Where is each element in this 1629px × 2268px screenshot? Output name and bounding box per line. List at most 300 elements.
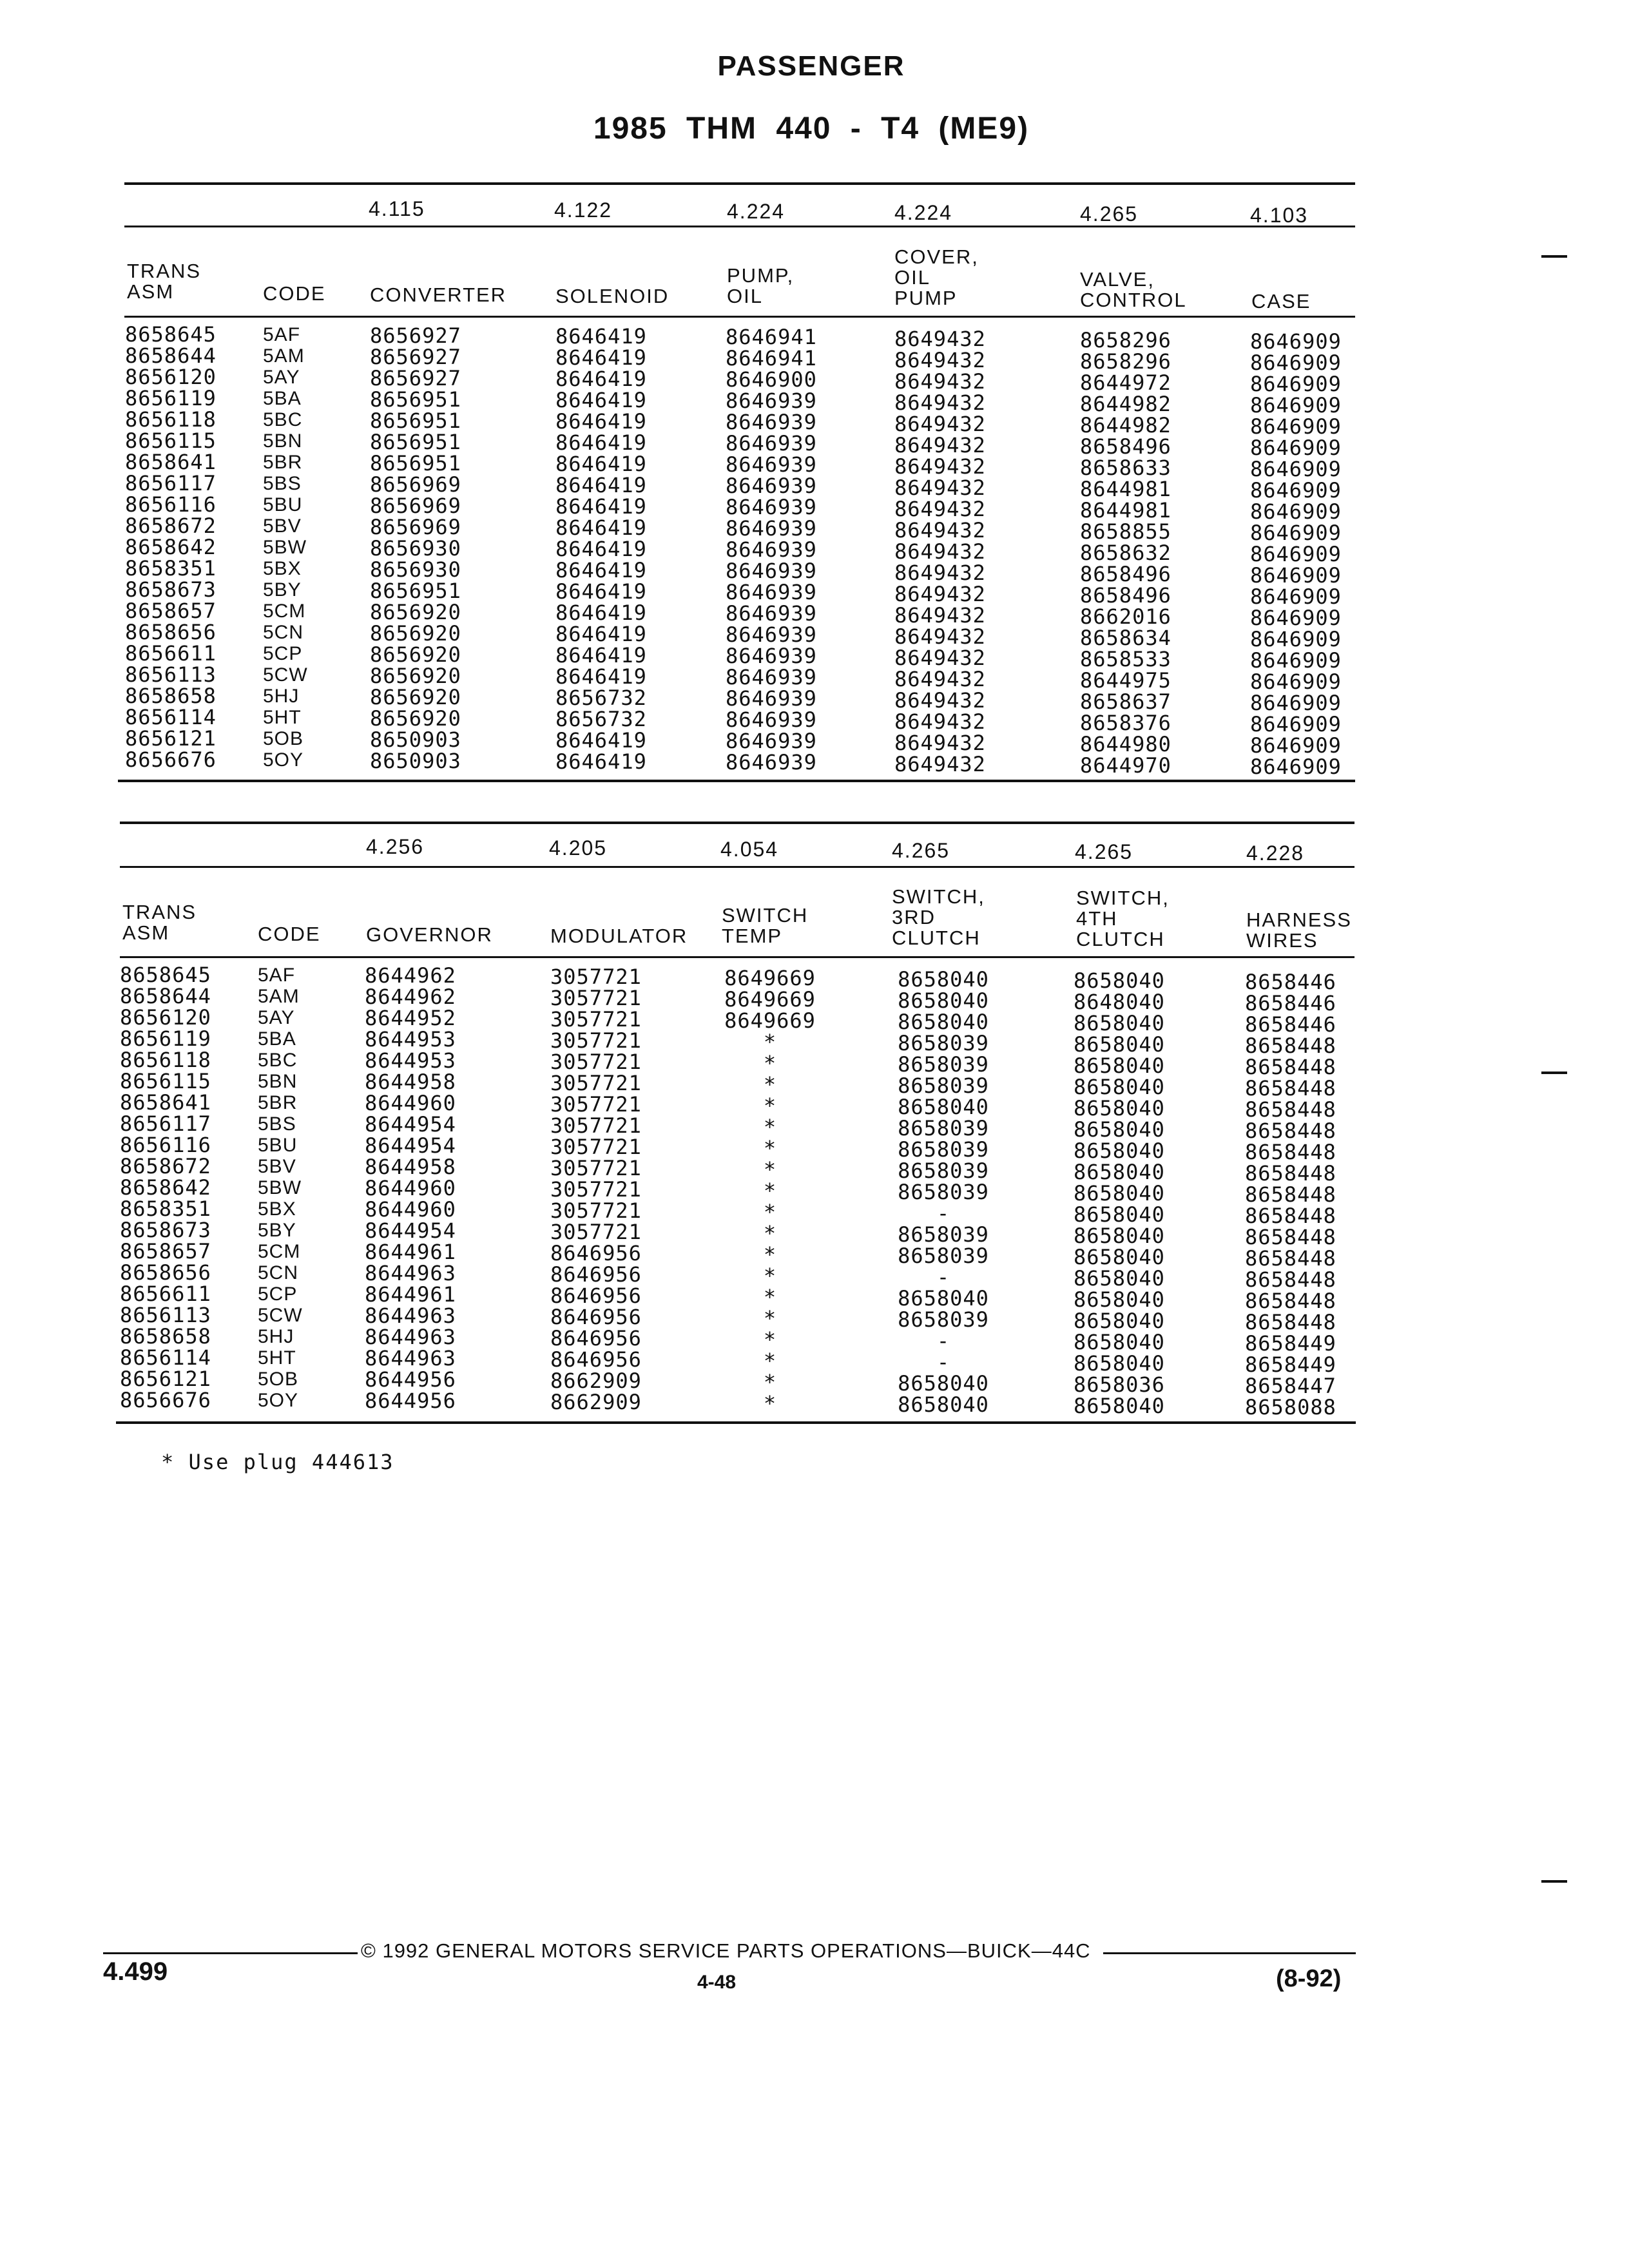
table-cell: 8658645 (125, 322, 217, 347)
table-cell: 8644954 (365, 1218, 456, 1243)
table-cell: * (763, 1242, 777, 1267)
table-cell: 8658039 (898, 1158, 989, 1183)
table-cell: 8644960 (365, 1176, 456, 1200)
table-cell: 5CW (263, 664, 308, 686)
table-cell: 8658448 (1245, 1140, 1336, 1164)
table-cell: 8658039 (898, 1116, 989, 1140)
table-cell: * (763, 1030, 777, 1054)
table1-section-rule (124, 226, 1355, 227)
table-cell: 8646909 (1250, 393, 1342, 418)
table-cell: 8646909 (1250, 648, 1342, 673)
table-cell: 8649432 (894, 603, 986, 628)
table-cell: 8646939 (726, 474, 817, 498)
table-cell: 8656115 (120, 1069, 211, 1093)
table-cell: 5OB (263, 728, 304, 749)
table1-col-case (1250, 331, 1342, 778)
table-cell: 8658641 (125, 450, 217, 474)
table-cell: 8656113 (125, 662, 217, 687)
table1-col-cover-oil-pump (894, 329, 986, 775)
footnote: * Use plug 444613 (161, 1450, 394, 1474)
table-cell: 5CN (263, 622, 304, 643)
table1-section-solenoid: 4.122 (554, 198, 613, 222)
table2-header-harness-wires: HARNESS WIRES (1246, 908, 1352, 952)
table2-section-switch-temp: 4.054 (720, 838, 779, 861)
table-cell: 8658496 (1080, 583, 1171, 608)
table-cell: 8646419 (555, 345, 647, 370)
table-cell: 8656119 (125, 386, 217, 410)
table-cell: 8658040 (1074, 1351, 1165, 1376)
table2-header-rule (120, 956, 1354, 958)
table-cell: 5BA (263, 388, 302, 409)
table2-section-rule (120, 866, 1354, 868)
table-cell: 3057721 (550, 1135, 642, 1159)
table-cell: 5BU (258, 1135, 298, 1156)
table-cell: 8658040 (1074, 1287, 1165, 1312)
table-cell: 8658448 (1245, 1182, 1336, 1207)
table-cell: * (763, 1370, 777, 1394)
table-cell: 8658448 (1245, 1225, 1336, 1249)
table-cell: 8656951 (370, 408, 461, 433)
table-cell: 8644953 (365, 1027, 456, 1052)
table-cell: 8646419 (555, 749, 647, 774)
table-cell: 5BC (258, 1050, 298, 1071)
table-cell: * (763, 1285, 777, 1309)
table-cell: 5CP (258, 1283, 298, 1305)
table-cell: 8646941 (726, 346, 817, 370)
table-cell: 8658644 (125, 343, 217, 368)
table-cell: 8644958 (365, 1070, 456, 1094)
table-cell: 8658040 (1074, 1394, 1165, 1418)
table-cell: 8644970 (1080, 753, 1171, 778)
table-cell: 8658642 (125, 535, 217, 559)
table-cell: 8658656 (120, 1260, 211, 1285)
table-cell: 8658040 (1074, 1309, 1165, 1333)
table-cell: 8646419 (555, 515, 647, 540)
table-cell: 5BY (263, 579, 302, 601)
table-cell: 8644954 (365, 1112, 456, 1137)
table-cell: 8658040 (1074, 1224, 1165, 1248)
table-cell: 8646956 (550, 1262, 642, 1287)
table-cell: 8646909 (1250, 584, 1342, 609)
table-cell: 5AM (258, 986, 300, 1007)
table1-col-pump-oil (726, 327, 817, 773)
table-cell: 8658633 (1080, 456, 1171, 480)
table-cell: 8658039 (898, 1180, 989, 1204)
table-cell: - (936, 1265, 950, 1289)
table-cell: 8644956 (365, 1367, 456, 1392)
table-cell: 8646419 (555, 452, 647, 476)
table1-header-rule (124, 316, 1355, 318)
table-cell: 8658658 (120, 1324, 211, 1349)
footer-rule-left (103, 1952, 358, 1954)
table-cell: 5OB (258, 1369, 299, 1390)
table-cell: 8649432 (894, 327, 986, 351)
table-cell: 8658040 (1074, 1245, 1165, 1269)
table-cell: 8646909 (1250, 351, 1342, 375)
table-cell: 8656121 (120, 1367, 211, 1391)
table-cell: 8646909 (1250, 414, 1342, 439)
table-cell: * (763, 1136, 777, 1160)
table-cell: * (763, 1178, 777, 1203)
table-cell: 8644961 (365, 1240, 456, 1264)
table-cell: 8649432 (894, 369, 986, 394)
table-cell: * (763, 1093, 777, 1118)
table1-header-solenoid: SOLENOID (555, 285, 670, 307)
table-cell: 8658446 (1245, 970, 1336, 994)
table-cell: 8649432 (894, 709, 986, 734)
table-cell: 8658040 (1074, 1202, 1165, 1227)
table-cell: 8656732 (555, 707, 647, 731)
table-cell: 8646909 (1250, 691, 1342, 715)
table-cell: 8658446 (1245, 1012, 1336, 1037)
table-cell: 5BA (258, 1028, 296, 1050)
table-cell: 8656113 (120, 1303, 211, 1327)
table-cell: 8648040 (1074, 990, 1165, 1014)
table-cell: 8646419 (555, 430, 647, 455)
table-cell: 8646419 (555, 473, 647, 497)
table-cell: 8649432 (894, 454, 986, 479)
table-cell: 8658449 (1245, 1331, 1336, 1356)
table1-section-case: 4.103 (1250, 204, 1309, 227)
table-cell: 8646909 (1250, 542, 1342, 566)
table-cell: 5BV (263, 515, 302, 537)
table-cell: 8658448 (1245, 1246, 1336, 1271)
table-cell: 8646909 (1250, 754, 1342, 779)
table1-top-rule (124, 182, 1355, 185)
table-cell: 8656927 (370, 323, 461, 348)
table-cell: 8644981 (1080, 498, 1171, 523)
table-cell: 8646956 (550, 1305, 642, 1329)
table-cell: 8646939 (726, 601, 817, 626)
table2-header-switch-3rd-clutch: SWITCH, 3RD CLUTCH (892, 885, 985, 949)
table-cell: 8658039 (898, 1222, 989, 1247)
table-cell: 8658641 (120, 1090, 211, 1115)
table-cell: 8656119 (120, 1026, 211, 1051)
table-cell: 8646419 (555, 643, 647, 668)
table-cell: 5AF (258, 965, 296, 986)
table-cell: 8656951 (370, 451, 461, 476)
table-cell: 8658645 (120, 963, 211, 987)
table-cell: 5BR (263, 452, 303, 473)
margin-mark (1541, 1072, 1567, 1074)
table-cell: 8646939 (726, 665, 817, 689)
table-cell: 5BS (258, 1113, 296, 1135)
table-cell: 8656121 (125, 726, 217, 751)
margin-mark (1541, 255, 1567, 258)
table-cell: 5BN (263, 430, 303, 452)
table-cell: 8646939 (726, 622, 817, 647)
table-cell: 8649432 (894, 412, 986, 436)
table-cell: 8646939 (726, 580, 817, 604)
table-cell: 8656920 (370, 685, 461, 709)
table-cell: 8658448 (1245, 1076, 1336, 1100)
table-cell: 8646939 (726, 431, 817, 456)
table-cell: 5HJ (258, 1326, 294, 1347)
table-cell: 3057721 (550, 1092, 642, 1117)
table1-body (0, 324, 1629, 788)
table1-col-solenoid (555, 326, 647, 773)
table-cell: * (763, 1200, 777, 1224)
table-cell: 8658672 (120, 1154, 211, 1178)
table1-header-pump-oil: PUMP, OIL (727, 264, 795, 307)
table-cell: 8658039 (898, 1031, 989, 1055)
table-cell: 8646956 (550, 1347, 642, 1372)
table2-header-trans-asm: TRANS ASM (122, 901, 197, 944)
table-cell: 8646900 (726, 367, 817, 392)
table-cell: 8658448 (1245, 1267, 1336, 1292)
table-cell: * (763, 1391, 777, 1416)
table-cell: 8658351 (125, 556, 217, 581)
table-cell: 8646419 (555, 579, 647, 604)
table-cell: 5BC (263, 409, 303, 430)
table-cell: 3057721 (550, 1156, 642, 1180)
table-cell: 3057721 (550, 1220, 642, 1244)
table-cell: 8658448 (1245, 1204, 1336, 1228)
table-cell: 8646909 (1250, 372, 1342, 396)
table-cell: 8646939 (726, 495, 817, 519)
table-cell: 8646956 (550, 1283, 642, 1308)
table-cell: 8658036 (1074, 1372, 1165, 1397)
table-cell: 8644982 (1080, 392, 1171, 416)
table-cell: 8656927 (370, 366, 461, 390)
table-cell: 8649669 (724, 966, 816, 990)
table-cell: 5CW (258, 1305, 303, 1326)
table-cell: 8646419 (555, 664, 647, 689)
table-cell: 8644980 (1080, 732, 1171, 756)
footer-copyright: © 1992 GENERAL MOTORS SERVICE PARTS OPERATIONS—BUICK—44C (361, 1939, 1091, 1962)
table-cell: 8658351 (120, 1196, 211, 1221)
table-cell: 8644962 (365, 963, 456, 988)
table-cell: 8656920 (370, 642, 461, 667)
table2-col-modulator (550, 966, 642, 1413)
table-cell: 8649432 (894, 731, 986, 755)
table2-top-rule (120, 822, 1354, 824)
table-cell: 8662909 (550, 1369, 642, 1393)
table-cell: * (763, 1115, 777, 1139)
table-cell: 8658644 (120, 984, 211, 1008)
table-cell: 8658040 (1074, 968, 1165, 993)
table-cell: 8656611 (120, 1282, 211, 1306)
table-cell: 8656676 (120, 1388, 211, 1412)
table-cell: 5BX (258, 1198, 296, 1220)
table-cell: 5BW (263, 537, 307, 558)
table-cell: 5CP (263, 643, 303, 664)
table-cell: 8644953 (365, 1048, 456, 1073)
table-cell: 8658637 (1080, 689, 1171, 714)
table-cell: 8658496 (1080, 562, 1171, 586)
table-cell: 8658040 (1074, 1160, 1165, 1184)
table-cell: 8646909 (1250, 478, 1342, 503)
table-cell: 8646419 (555, 494, 647, 519)
margin-mark (1541, 1880, 1567, 1883)
table-cell: 8656120 (125, 365, 217, 389)
table2-section-governor: 4.256 (366, 835, 425, 858)
table1-col-converter (370, 325, 461, 772)
table-cell: 8649432 (894, 518, 986, 543)
table-cell: 8646419 (555, 409, 647, 434)
table-cell: 8644963 (365, 1346, 456, 1370)
table-cell: 5HJ (263, 686, 300, 707)
table-cell: 8649432 (894, 582, 986, 606)
table-cell: * (763, 1264, 777, 1288)
table-cell: 8644960 (365, 1197, 456, 1222)
table-cell: 8646956 (550, 1241, 642, 1265)
table2-header-switch-temp: SWITCH TEMP (722, 904, 809, 947)
table-cell: * (763, 1306, 777, 1331)
table-cell: 5AM (263, 345, 305, 367)
table-cell: 8656920 (370, 706, 461, 731)
table-cell: 8644952 (365, 1006, 456, 1030)
table-cell: 5HT (258, 1347, 296, 1369)
table2-col-trans-asm (120, 965, 211, 1411)
table-cell: 8649432 (894, 646, 986, 670)
table-cell: 8646939 (726, 750, 817, 774)
table-cell: - (936, 1201, 950, 1225)
table-cell: 3057721 (550, 1028, 642, 1053)
table-cell: 5BU (263, 494, 303, 515)
table-cell: 8658448 (1245, 1289, 1336, 1313)
table-cell: 8656114 (120, 1345, 211, 1370)
table-cell: 8646909 (1250, 329, 1342, 354)
table-cell: 8644963 (365, 1303, 456, 1328)
table-cell: 8646939 (726, 389, 817, 413)
table-cell: 8658040 (1074, 1139, 1165, 1163)
table-cell: 8644960 (365, 1091, 456, 1115)
footer-rule-right (1103, 1952, 1356, 1954)
table-cell: 8658496 (1080, 434, 1171, 459)
table-cell: 8646909 (1250, 436, 1342, 460)
table-cell: 8646909 (1250, 606, 1342, 630)
table-cell: 3057721 (550, 1198, 642, 1223)
table1-header-trans-asm: TRANS ASM (127, 260, 202, 303)
table-cell: 8658296 (1080, 349, 1171, 374)
table2-col-switch-4th-clutch (1074, 970, 1165, 1417)
table-cell: 8646419 (555, 367, 647, 391)
table-cell: 8658658 (125, 684, 217, 708)
page-title: PASSENGER (717, 50, 905, 82)
table-cell: 8656117 (120, 1111, 211, 1136)
table-cell: 8658040 (1074, 1075, 1165, 1099)
table-cell: 8658040 (898, 1010, 989, 1034)
table1-section-pump: 4.224 (727, 200, 786, 223)
table-cell: 8646939 (726, 559, 817, 583)
table-cell: 8644963 (365, 1325, 456, 1349)
table-cell: 3057721 (550, 1007, 642, 1032)
table-cell: 8658634 (1080, 626, 1171, 650)
table-cell: 8656732 (555, 686, 647, 710)
table-cell: 8658448 (1245, 1097, 1336, 1122)
table-cell: 8656676 (125, 747, 217, 772)
table-cell: 8646419 (555, 622, 647, 646)
table2-header-switch-4th-clutch: SWITCH, 4TH CLUTCH (1076, 887, 1170, 950)
table-cell: 5BW (258, 1177, 302, 1198)
footer-page-number: 4-48 (697, 1972, 737, 1993)
table-cell: 8656951 (370, 387, 461, 412)
table-cell: 8646939 (726, 516, 817, 541)
table-cell: 8646419 (555, 388, 647, 412)
table-cell: 5BN (258, 1071, 298, 1092)
table-cell: * (763, 1327, 777, 1352)
table-cell: 8662016 (1080, 604, 1171, 629)
table-cell: 8646909 (1250, 733, 1342, 758)
table2-section-modulator: 4.205 (549, 836, 608, 860)
table-cell: 8658296 (1080, 328, 1171, 352)
table-cell: 5AF (263, 324, 301, 345)
table-cell: 8656114 (125, 705, 217, 729)
table-cell: 8658448 (1245, 1055, 1336, 1079)
table-cell: 8658040 (898, 1286, 989, 1311)
table1-header-cover-oil-pump: COVER, OIL PUMP (894, 245, 979, 309)
table-cell: 8658040 (898, 1095, 989, 1119)
table1-col-valve-control (1080, 330, 1171, 776)
table-cell: 8646941 (726, 325, 817, 349)
table-cell: 8658039 (898, 1307, 989, 1332)
table-cell: 8656920 (370, 621, 461, 646)
table-cell: 8649432 (894, 667, 986, 691)
table-cell: 8646939 (726, 410, 817, 434)
table-cell: 8658446 (1245, 991, 1336, 1015)
table-cell: 3057721 (550, 965, 642, 989)
table2-col-switch-3rd-clutch (892, 969, 995, 1416)
table1-header-converter: CONVERTER (370, 284, 507, 306)
table-cell: 5CM (258, 1241, 301, 1262)
table-cell: 8658449 (1245, 1352, 1336, 1377)
table2-col-switch-temp (715, 968, 825, 1414)
table-cell: 8658088 (1245, 1395, 1336, 1419)
table-cell: 8658040 (898, 1392, 989, 1417)
table-cell: 8646939 (726, 537, 817, 562)
table-cell: 8658040 (1074, 1096, 1165, 1120)
table-cell: 8656969 (370, 472, 461, 497)
page-subtitle: 1985 THM 440 - T4 (ME9) (593, 111, 1030, 146)
table-cell: 8658039 (898, 1244, 989, 1268)
table-cell: * (763, 1349, 777, 1373)
table-cell: 8656920 (370, 600, 461, 624)
table-cell: 8646909 (1250, 499, 1342, 524)
table-cell: 8656951 (370, 430, 461, 454)
table-cell: 8649432 (894, 433, 986, 457)
table-cell: 8646909 (1250, 627, 1342, 651)
table-cell: 8656116 (120, 1133, 211, 1157)
table-cell: 5BY (258, 1220, 296, 1241)
table-cell: 8656611 (125, 641, 217, 666)
table-cell: 8656930 (370, 536, 461, 561)
table-cell: 8646939 (726, 452, 817, 477)
table-cell: 8658656 (125, 620, 217, 644)
table2-header-modulator: MODULATOR (550, 925, 688, 947)
table-cell: 8656115 (125, 428, 217, 453)
table-cell: 8658040 (1074, 1181, 1165, 1206)
table-cell: 8658040 (1074, 1053, 1165, 1078)
table-cell: 8656930 (370, 557, 461, 582)
table-cell: 5BV (258, 1156, 296, 1177)
table-cell: * (763, 1051, 777, 1075)
table-cell: 8662909 (550, 1390, 642, 1414)
table1-header-valve-control: VALVE, CONTROL (1080, 268, 1187, 311)
table-cell: 8658040 (898, 1371, 989, 1396)
table-cell: 8656118 (120, 1048, 211, 1072)
table-cell: 8656920 (370, 664, 461, 688)
table2-col-code (258, 965, 303, 1411)
table-cell: 3057721 (550, 1113, 642, 1138)
table-cell: 5AY (263, 367, 300, 388)
table-cell: 5CN (258, 1262, 299, 1283)
table1-section-valve: 4.265 (1080, 202, 1139, 226)
table-cell: 8644954 (365, 1133, 456, 1158)
table-cell: 8658657 (120, 1239, 211, 1264)
table-cell: 8649432 (894, 476, 986, 500)
table-cell: 8658447 (1245, 1374, 1336, 1398)
